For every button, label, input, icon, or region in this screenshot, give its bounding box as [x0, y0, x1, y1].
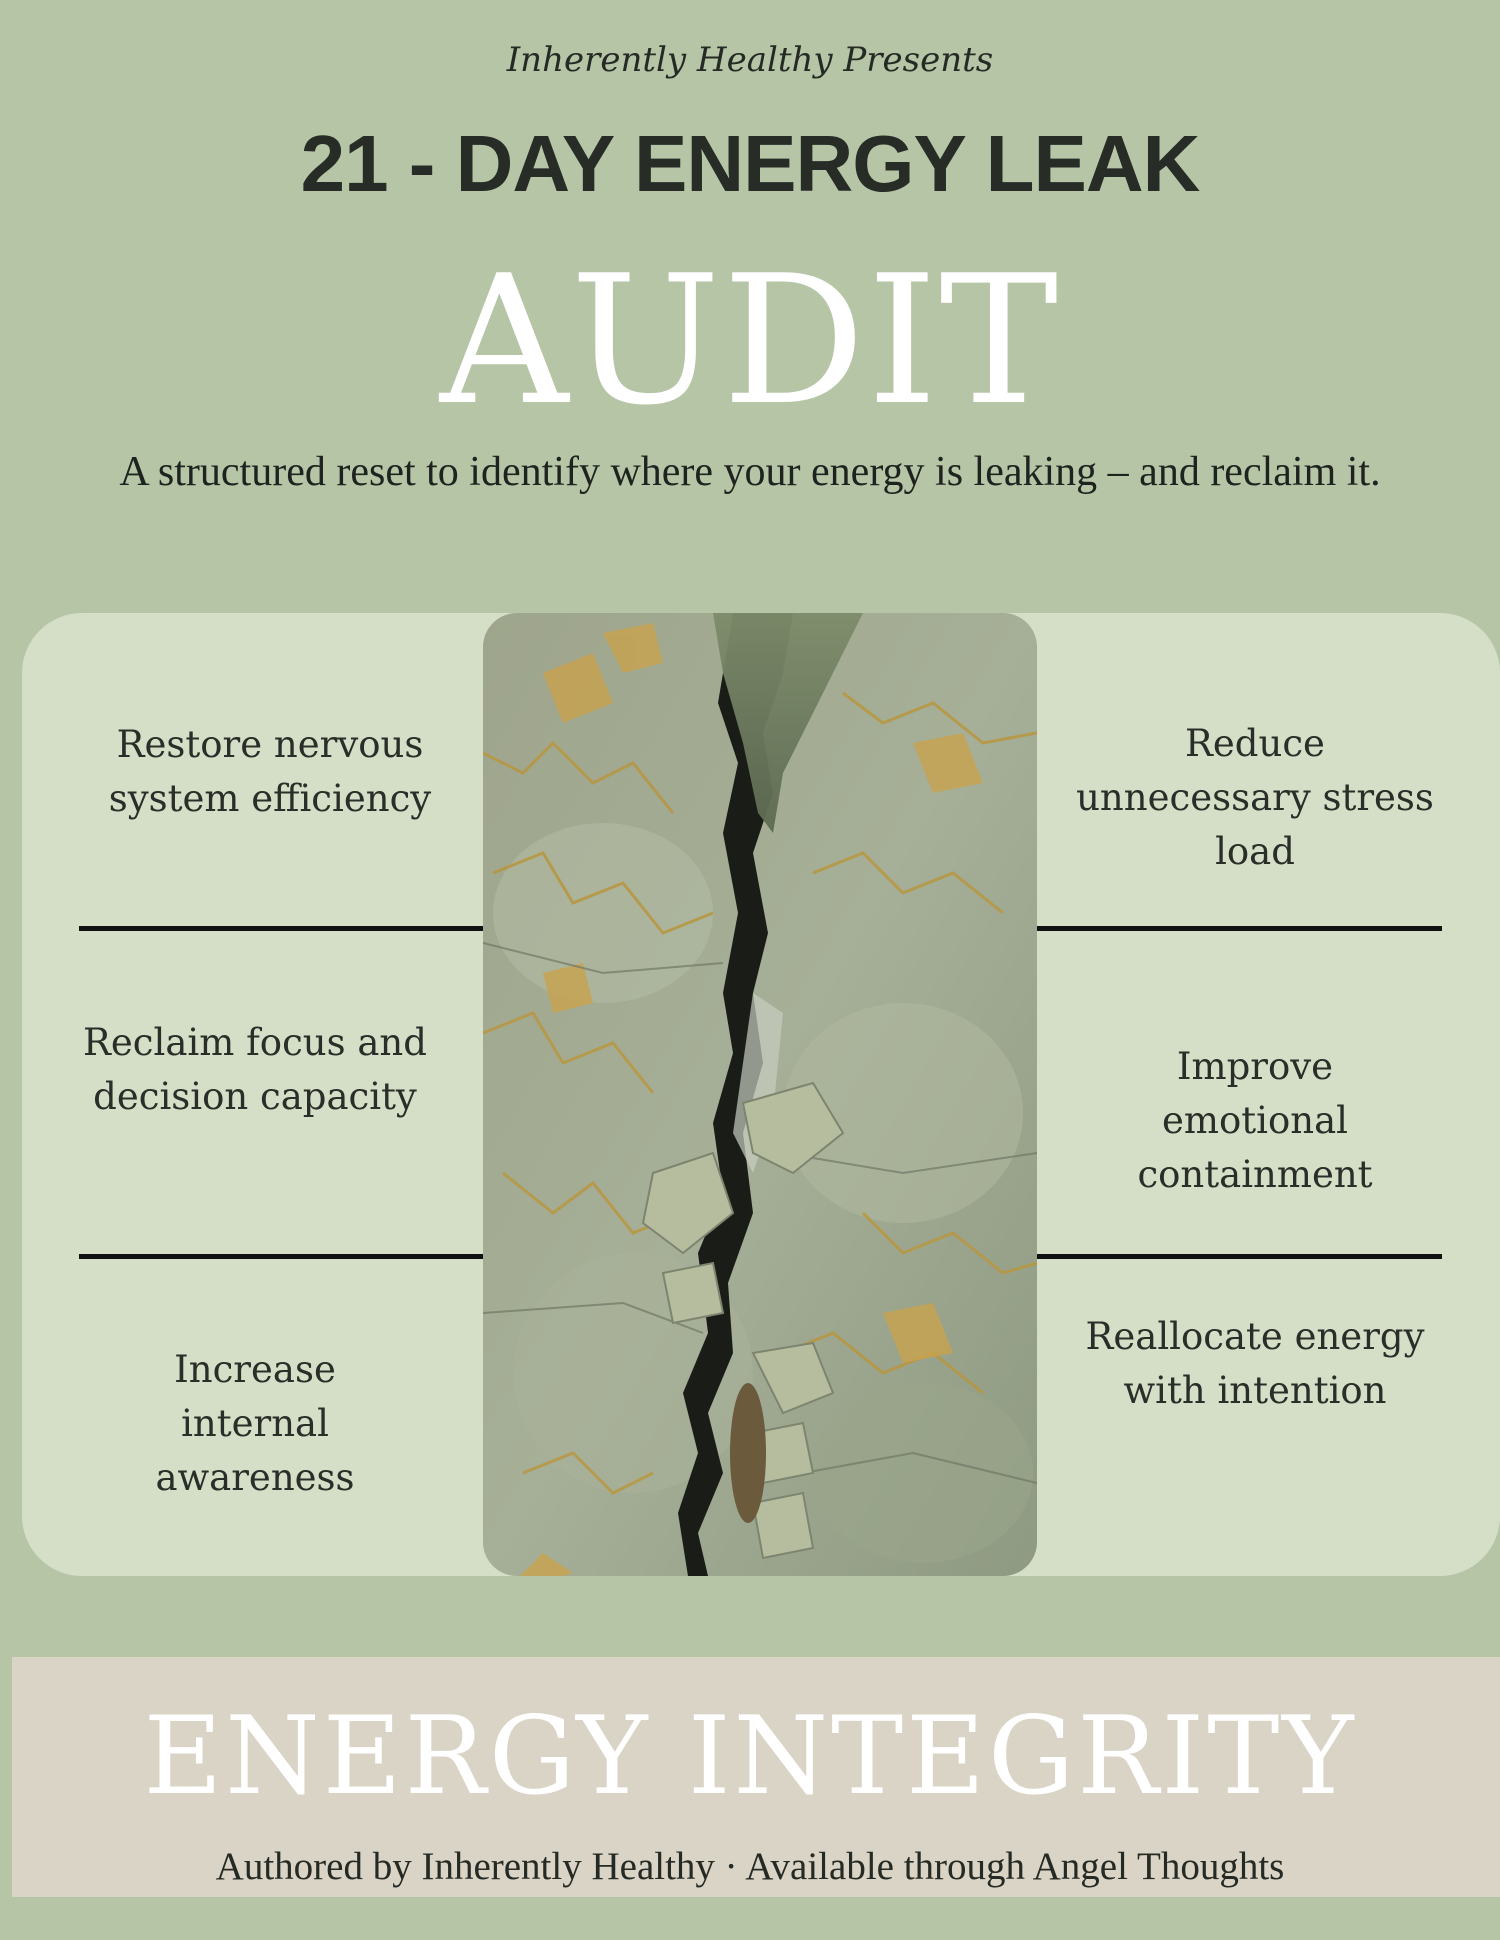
- benefit-right-2: Improve emotional containment: [1137, 1045, 1373, 1196]
- presenter-line: Inherently Healthy Presents: [506, 40, 994, 80]
- subtitle: A structured reset to identify where your energy is leaking – and reclaim it.: [119, 449, 1381, 495]
- footer-title: ENERGY INTEGRITY: [143, 1694, 1357, 1819]
- benefit-left-3: Increase internal awareness: [155, 1348, 355, 1499]
- benefit-left-2: Reclaim focus and decision capacity: [83, 1021, 427, 1118]
- divider-left-2: [79, 1254, 483, 1259]
- divider-left-1: [79, 926, 483, 931]
- page-title: 21 - DAY ENERGY LEAK: [300, 119, 1200, 208]
- benefit-left-1: Restore nervous system efficiency: [108, 723, 432, 820]
- audit-heading: AUDIT: [439, 237, 1061, 444]
- divider-right-1: [1037, 926, 1442, 931]
- benefit-right-3: Reallocate energy with intention: [1085, 1315, 1425, 1412]
- footer-credit: Authored by Inherently Healthy · Available through Angel Thoughts: [215, 1845, 1285, 1888]
- divider-right-2: [1037, 1254, 1442, 1259]
- cracked-stone-image: [483, 613, 1037, 1576]
- benefit-right-1: Reduce unnecessary stress load: [1076, 722, 1434, 873]
